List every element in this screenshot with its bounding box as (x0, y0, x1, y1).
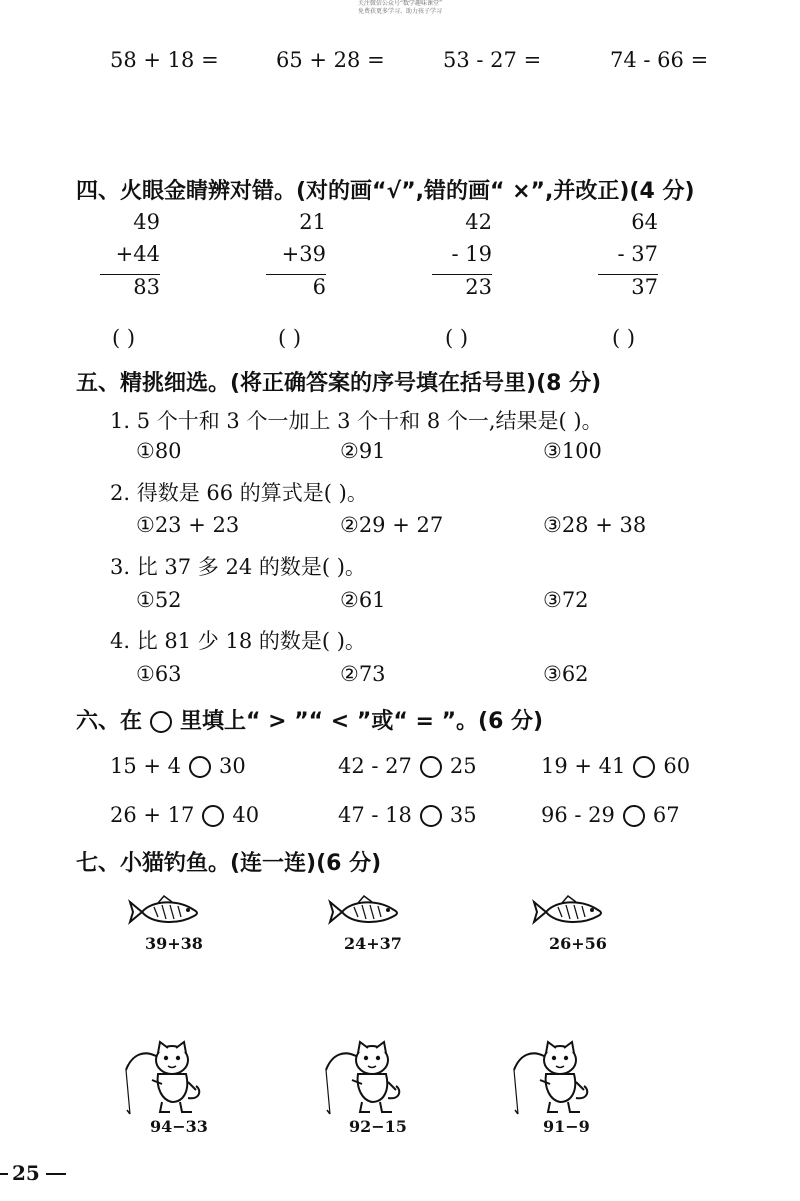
q1-option-3: ③100 (543, 439, 602, 463)
q4-option-2: ②73 (340, 662, 386, 686)
fish-label-1: 39+38 (145, 934, 203, 953)
compare-item-6 (541, 803, 680, 827)
calc-3: 53 - 27 = (443, 48, 542, 72)
compare-item-2 (338, 754, 477, 778)
compare-left: 47 - 18 (338, 803, 412, 827)
compare-left: 26 + 17 (110, 803, 195, 827)
answer-paren-1[interactable]: ( ) (112, 326, 136, 350)
result: 37 (598, 274, 658, 307)
page-number-dash-left (0, 1173, 8, 1175)
compare-left: 96 - 29 (541, 803, 615, 827)
page-number-area (0, 1163, 70, 1183)
fish-1[interactable] (128, 895, 204, 933)
q2-option-2: ②29 + 27 (340, 513, 444, 537)
q2-option-1: ①23 + 23 (136, 513, 240, 537)
q4-option-1: ①63 (136, 662, 182, 686)
answer-paren-4[interactable]: ( ) (612, 326, 636, 350)
top-number: 49 (133, 210, 160, 234)
top-number: 21 (299, 210, 326, 234)
section-5-heading: 五、精挑细选。(将正确答案的序号填在括号里)(8 分) (76, 371, 602, 396)
compare-circle[interactable] (202, 805, 224, 827)
circle-icon (150, 711, 172, 733)
operand: +44 (115, 242, 160, 266)
cat-label-1: 94−33 (150, 1117, 208, 1136)
section-6-heading-post: 里填上“ > ”“ < ”或“ = ”。(6 分) (180, 709, 544, 734)
fishing-cat-icon (322, 1040, 406, 1118)
section-7-heading: 七、小猫钓鱼。(连一连)(6 分) (76, 851, 382, 876)
fish-label-2: 24+37 (344, 934, 402, 953)
question-3: 3. 比 37 多 24 的数是( )。 (110, 555, 366, 579)
compare-circle[interactable] (420, 756, 442, 778)
answer-paren-3[interactable]: ( ) (445, 326, 469, 350)
fishing-cat-icon (510, 1040, 594, 1118)
cat-label-2: 92−15 (349, 1117, 407, 1136)
compare-right: 25 (449, 754, 477, 778)
operand: - 19 (451, 242, 492, 266)
compare-left: 19 + 41 (541, 754, 626, 778)
vertical-problem-4 (598, 210, 658, 307)
answer-paren-2[interactable]: ( ) (278, 326, 302, 350)
vertical-problem-1 (100, 210, 160, 307)
fish-3[interactable] (532, 895, 608, 933)
cat-1[interactable] (122, 1040, 206, 1122)
section-4-heading: 四、火眼金睛辨对错。(对的画“√”,错的画“ ×”,并改正)(4 分) (76, 179, 695, 204)
q3-option-1: ①52 (136, 588, 182, 612)
q1-option-1: ①80 (136, 439, 182, 463)
watermark-line-2: 免费获更多学习、助力孩子学习 (357, 8, 442, 15)
fish-icon (128, 895, 204, 929)
operand: +39 (281, 242, 326, 266)
result: 6 (266, 274, 326, 307)
fish-icon (532, 895, 608, 929)
top-number: 42 (465, 210, 492, 234)
watermark-line-1: 关注微信公众号“数学趣味课堂” (357, 0, 443, 7)
compare-circle[interactable] (420, 805, 442, 827)
result: 23 (432, 274, 492, 307)
page-number-dash-right (46, 1173, 66, 1175)
question-2: 2. 得数是 66 的算式是( )。 (110, 481, 368, 505)
compare-item-3 (541, 754, 690, 778)
vertical-problem-2 (266, 210, 326, 307)
compare-right: 67 (652, 803, 680, 827)
fish-label-3: 26+56 (549, 934, 607, 953)
operand: - 37 (617, 242, 658, 266)
cat-2[interactable] (322, 1040, 406, 1122)
compare-item-5 (338, 803, 477, 827)
fish-2[interactable] (328, 895, 404, 933)
top-number: 64 (631, 210, 658, 234)
compare-right: 60 (663, 754, 691, 778)
watermark (340, 0, 460, 16)
q1-option-2: ②91 (340, 439, 386, 463)
compare-left: 15 + 4 (110, 754, 182, 778)
vertical-problem-3 (432, 210, 492, 307)
compare-item-1 (110, 754, 246, 778)
cat-label-3: 91−9 (543, 1117, 590, 1136)
q3-option-2: ②61 (340, 588, 386, 612)
fishing-cat-icon (122, 1040, 206, 1118)
result: 83 (100, 274, 160, 307)
q3-option-3: ③72 (543, 588, 589, 612)
compare-right: 35 (449, 803, 477, 827)
page-number: 25 (12, 1161, 40, 1185)
fish-icon (328, 895, 404, 929)
calc-4: 74 - 66 = (610, 48, 709, 72)
compare-item-4 (110, 803, 259, 827)
calc-1: 58 + 18 = (110, 48, 219, 72)
cat-3[interactable] (510, 1040, 594, 1122)
compare-circle[interactable] (623, 805, 645, 827)
compare-right: 40 (232, 803, 260, 827)
compare-circle[interactable] (189, 756, 211, 778)
section-6-heading-pre: 六、在 (76, 709, 143, 734)
compare-right: 30 (219, 754, 246, 778)
compare-circle[interactable] (633, 756, 655, 778)
q2-option-3: ③28 + 38 (543, 513, 647, 537)
compare-left: 42 - 27 (338, 754, 412, 778)
calc-2: 65 + 28 = (276, 48, 385, 72)
section-6-heading (76, 704, 543, 735)
q4-option-3: ③62 (543, 662, 589, 686)
question-4: 4. 比 81 少 18 的数是( )。 (110, 629, 366, 653)
question-1: 1. 5 个十和 3 个一加上 3 个十和 8 个一,结果是( )。 (110, 409, 603, 433)
